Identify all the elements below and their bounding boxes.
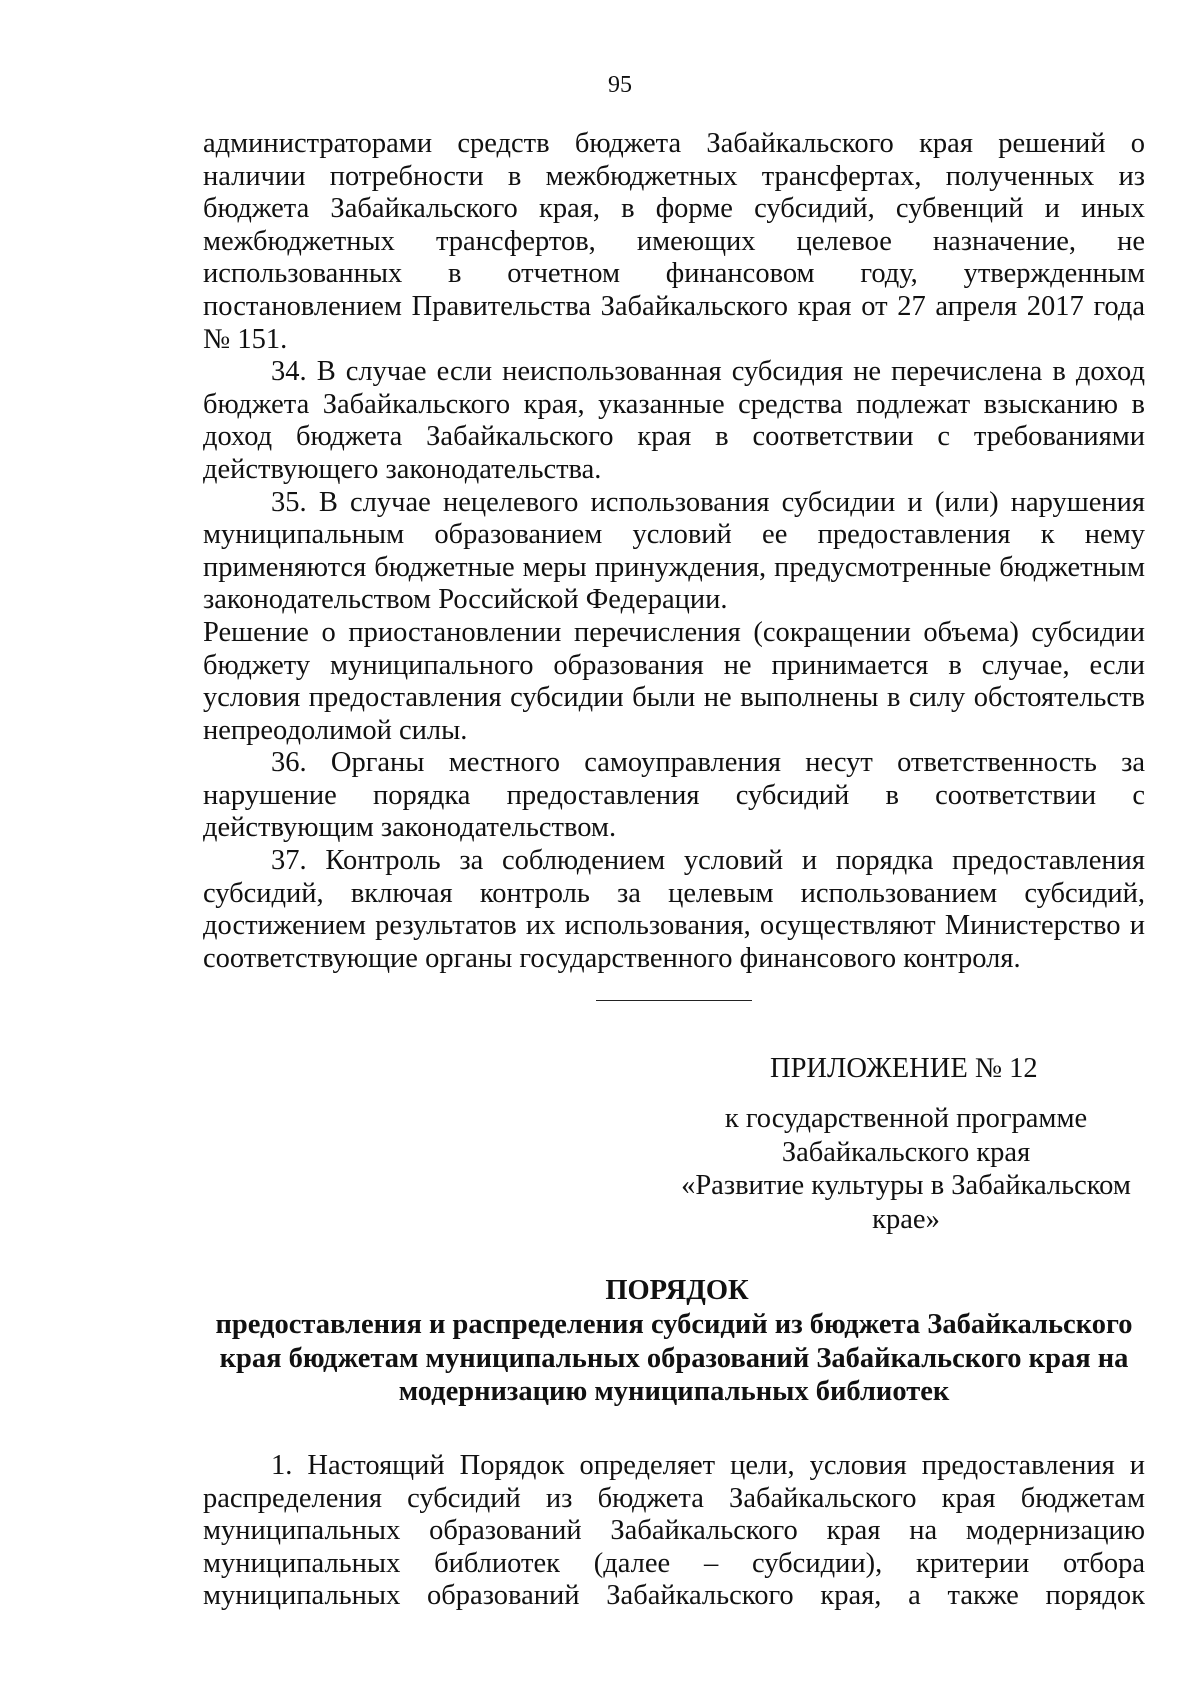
paragraph-35-decision: Решение о приостановлении перечисления (сокращении объема) субсидии бюджету муниципального образования не принимается в случае, если условия предоставления субсидии были не выполнены в силу обстоятельств непреодолимой силы. <box>203 616 1145 746</box>
appendix-line: к государственной программе <box>724 1103 1088 1134</box>
paragraph-36: 36. Органы местного самоуправления несут ответственность за нарушение порядка предоставления субсидий в соответствии с действующим законодательством. <box>203 747 1145 844</box>
subheading-line: модернизацию муниципальных библиотек <box>398 1376 950 1407</box>
document-subheading <box>203 1308 1145 1409</box>
appendix-line: крае» <box>872 1203 940 1235</box>
order-body <box>203 1450 1145 1613</box>
appendix-title: ПРИЛОЖЕНИЕ № 12 <box>770 1053 1038 1084</box>
subheading-line: предоставления и распределения субсидий из бюджета Забайкальского <box>215 1309 1133 1340</box>
paragraph-37: 37. Контроль за соблюдением условий и порядка предоставления субсидий, включая контроль за целевым использованием субсидий, достижением результатов их использования, осуществляют Министерство и соответствующие органы государственного финансового контроля. <box>203 845 1145 974</box>
appendix-reference <box>672 1102 1140 1236</box>
paragraph-continuation: администраторами средств бюджета Забайкальского края решений о наличии потребности в межбюджетных трансфертах, полученных из бюджета Забайкальского края, в форме субсидий, субвенций и иных межбюджетных трансфертов, имеющих целевое назначение, не использованных в отчетном финансовом году, утвержденным постановлением Правительства Забайкальского края от 27 апреля 2017 года № 151. <box>203 128 1145 355</box>
order-paragraph-1: 1. Настоящий Порядок определяет цели, условия предоставления и распределения субсидий из бюджета Забайкальского края бюджетам муниципальных образований Забайкальского края на модернизацию муниципальных библиотек (далее – субсидии), критерии отбора муниципальных образований Забайкальского края, а также порядок <box>203 1450 1145 1612</box>
paragraph-35: 35. В случае нецелевого использования субсидии и (или) нарушения муниципальным образованием условий ее предоставления к нему применяются бюджетные меры принуждения, предусмотренные бюджетным законодательством Российской Федерации. <box>203 486 1145 616</box>
appendix-line: «Развитие культуры в Забайкальском <box>681 1170 1131 1201</box>
page-number: 95 <box>608 72 632 98</box>
section-separator <box>596 1000 752 1001</box>
appendix-line: Забайкальского края <box>781 1136 1031 1168</box>
paragraph-34: 34. В случае если неиспользованная субсидия не перечислена в доход бюджета Забайкальского края, указанные средства подлежат взысканию в доход бюджета Забайкальского края в соответствии с требованиями действующего законодательства. <box>203 356 1145 485</box>
document-body <box>203 128 1145 975</box>
document-heading: ПОРЯДОК <box>605 1275 749 1306</box>
subheading-line: края бюджетам муниципальных образований Забайкальского края на <box>219 1342 1129 1374</box>
